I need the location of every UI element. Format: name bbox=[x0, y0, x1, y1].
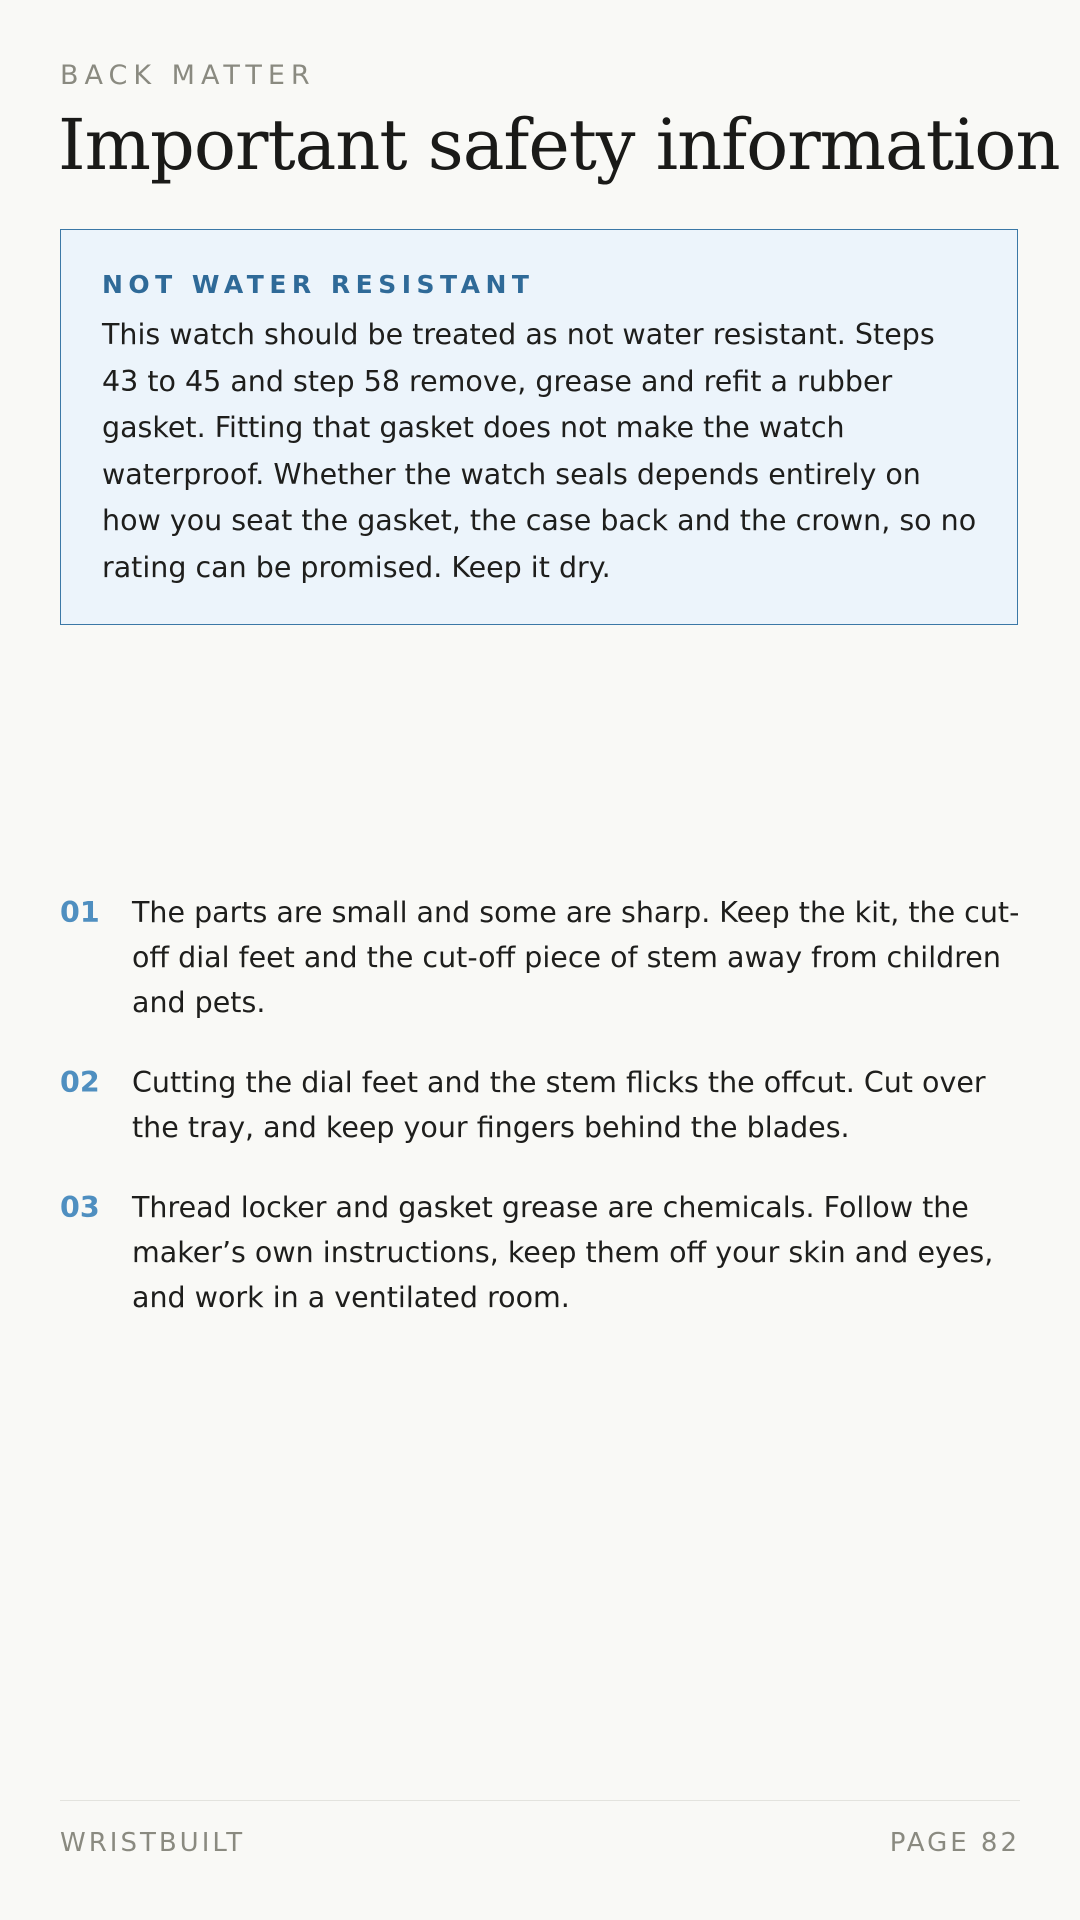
notice-body: This watch should be treated as not water resistant. Steps 43 to 45 and step 58 remove, grease and refit a rubber gasket. Fitting that gasket does not make the watch waterproof. Whether the watch seals depends entirely on how you seat the gasket, the case back and the crown, so no rating can be promised. Keep it dry. bbox=[102, 318, 977, 584]
list-item-text: Thread locker and gasket grease are chemicals. Follow the maker’s own instructions, keep them off your skin and eyes, and work in a ventilated room. bbox=[132, 1191, 994, 1314]
footer-divider bbox=[60, 1800, 1020, 1801]
section-eyebrow: BACK MATTER bbox=[60, 60, 316, 91]
safety-list bbox=[60, 890, 1020, 1355]
warning-notice-box bbox=[60, 229, 1018, 625]
list-item-text: Cutting the dial feet and the stem flicks the offcut. Cut over the tray, and keep your fingers behind the blades. bbox=[132, 1066, 986, 1144]
list-item-text: The parts are small and some are sharp. Keep the kit, the cut-off dial feet and the cut-off piece of stem away from children and pets. bbox=[132, 896, 1020, 1019]
list-item-number: 03 bbox=[60, 1191, 100, 1224]
list-item-number: 01 bbox=[60, 896, 100, 929]
list-item-number: 02 bbox=[60, 1066, 100, 1099]
footer-brand: WRISTBUILT bbox=[60, 1828, 246, 1858]
page-title: Important safety information bbox=[58, 104, 1060, 186]
list-item bbox=[60, 1185, 1020, 1320]
list-item bbox=[60, 1060, 1020, 1150]
notice-heading: NOT WATER RESISTANT bbox=[102, 270, 535, 299]
list-item bbox=[60, 890, 1020, 1025]
footer-page-number: PAGE 82 bbox=[889, 1828, 1020, 1858]
